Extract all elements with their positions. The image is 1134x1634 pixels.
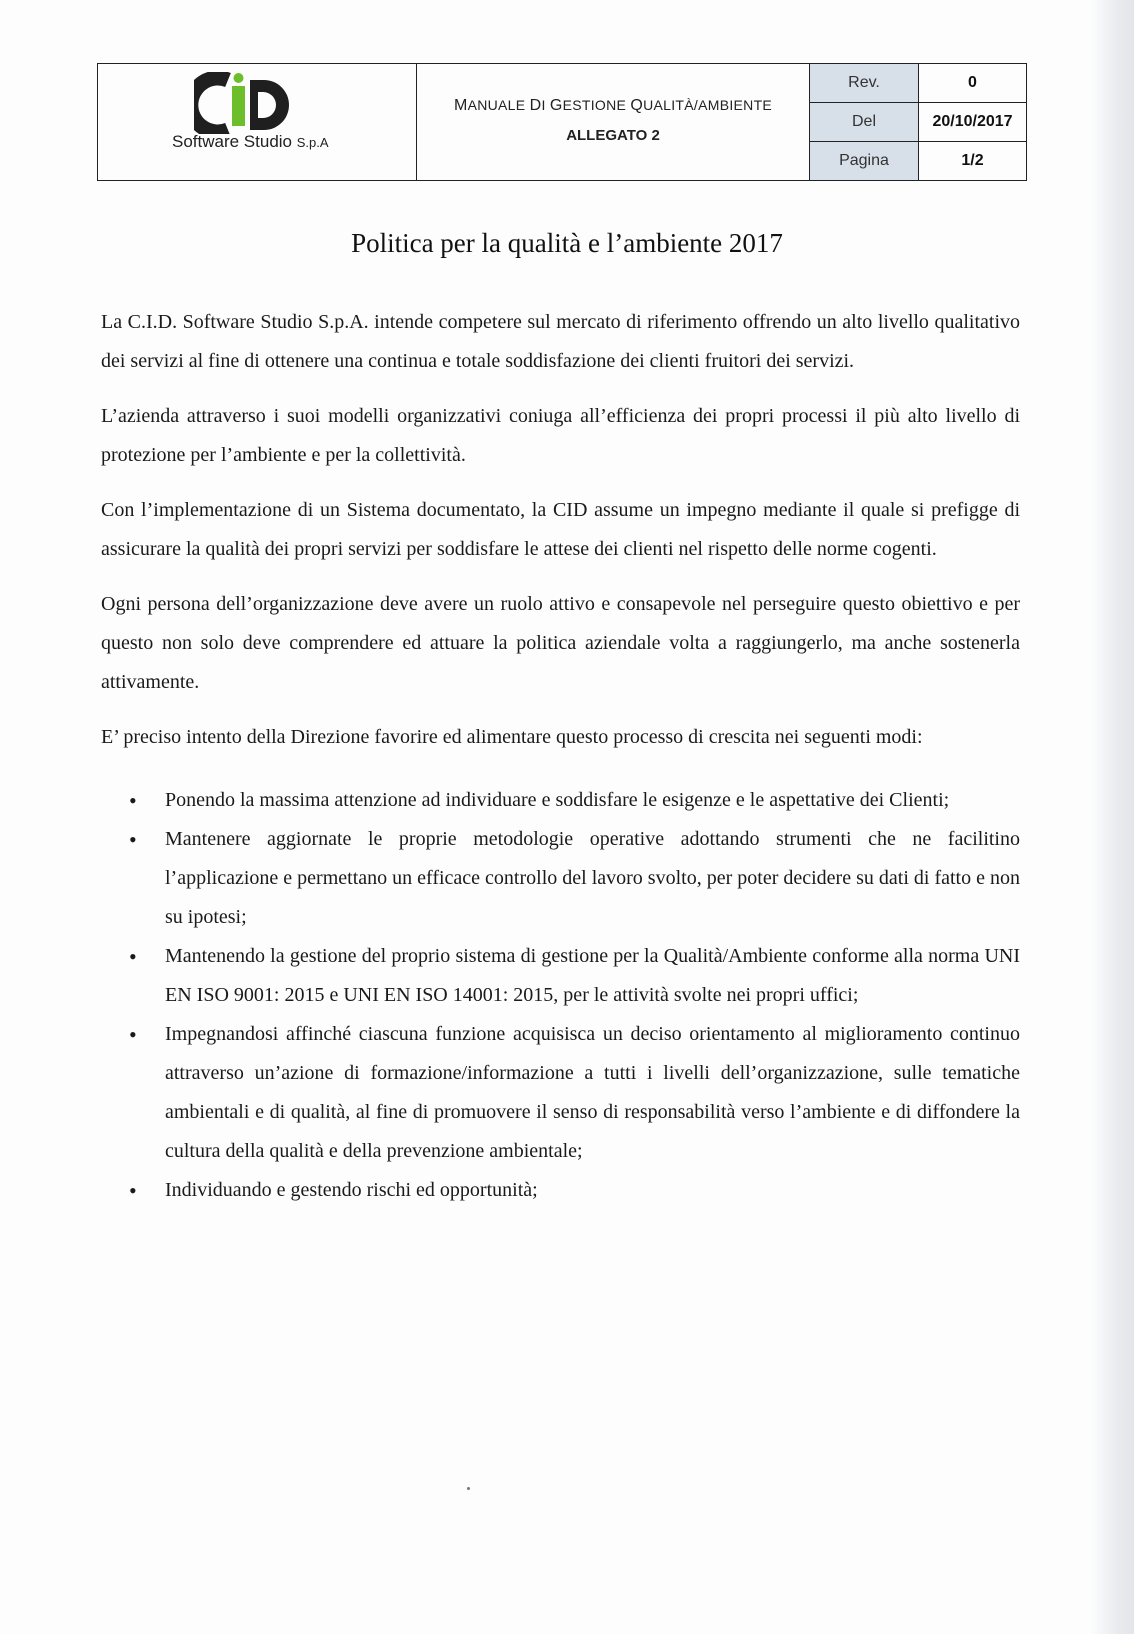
list-item: • Impegnandosi affinché ciascuna funzione acquisisca un deciso orientamento al miglioramento continuo attraverso un’azione di formazione/informazione a tutti i livelli dell’organizzazione, sulle tematiche ambientali e di qualità, al fine di promuovere il senso di responsabilità verso l’ambiente e di diffondere la cultura della qualità e della prevenzione ambientale; bbox=[165, 1015, 1020, 1171]
paragraph: E’ preciso intento della Direzione favorire ed alimentare questo processo di crescita nei seguenti modi: bbox=[101, 726, 923, 748]
scan-speck bbox=[467, 1487, 470, 1490]
page-row bbox=[810, 142, 1026, 180]
manual-title-part: M bbox=[453, 96, 468, 114]
paragraph: La C.I.D. Software Studio S.p.A. intende competere sul mercato di riferimento offrendo un alto livello qualitativo dei servizi al fine di ottenere una continua e totale soddisfazione dei clienti fruitori dei servizi. bbox=[101, 311, 1020, 372]
page-value: 1/2 bbox=[961, 152, 984, 169]
list-item: • Ponendo la massima attenzione ad individuare e soddisfare le esigenze e le aspettative dei Clienti; bbox=[165, 781, 1020, 820]
paragraph: Ogni persona dell’organizzazione deve avere un ruolo attivo e consapevole nel perseguire questo obiettivo e per questo non solo deve comprendere ed attuare la politica aziendale volta a raggiungerlo, ma anche sostenerla attivamente. bbox=[101, 593, 1020, 693]
list-item: • Mantenendo la gestione del proprio sistema di gestione per la Qualità/Ambiente conforme alla norma UNI EN ISO 9001: 2015 e UNI EN ISO 14001: 2015, per le attività svolte nei propri uffici; bbox=[165, 937, 1020, 1015]
document-title: Politica per la qualità e l’ambiente 2017 bbox=[351, 228, 783, 258]
bullet-list bbox=[101, 781, 1020, 1210]
document-header-table bbox=[97, 63, 1027, 181]
rev-value: 0 bbox=[968, 74, 977, 91]
logo-caption bbox=[172, 132, 329, 152]
logo-caption-main: Software Studio bbox=[172, 132, 293, 151]
revision-row bbox=[810, 64, 1026, 103]
date-value: 20/10/2017 bbox=[932, 113, 1013, 130]
document-body bbox=[101, 303, 1020, 1210]
logo-caption-suffix: S.p.A bbox=[296, 135, 329, 150]
manual-title-part: G bbox=[549, 96, 563, 114]
manual-title-part: ANUALE bbox=[467, 96, 530, 113]
logo-cell bbox=[98, 64, 417, 180]
date-row bbox=[810, 103, 1026, 142]
list-item: • Individuando e gestendo rischi ed opportunità; bbox=[165, 1171, 1020, 1210]
manual-title-part: D bbox=[529, 96, 542, 114]
manual-title-cell bbox=[417, 64, 810, 180]
date-label: Del bbox=[810, 103, 919, 141]
list-item: • Mantenere aggiornate le proprie metodologie operative adottando strumenti che ne facilitino l’applicazione e permettano un efficace controllo del lavoro svolto, per poter decidere su dati di fatto e non su ipotesi; bbox=[165, 820, 1020, 937]
manual-title-part: ESTIONE bbox=[562, 96, 631, 113]
rev-label: Rev. bbox=[810, 64, 919, 102]
revision-table bbox=[810, 64, 1026, 180]
paragraph: L’azienda attraverso i suoi modelli organizzativi coniuga all’efficienza dei propri processi il più alto livello di protezione per l’ambiente e per la collettività. bbox=[101, 405, 1020, 466]
page-label: Pagina bbox=[810, 142, 919, 180]
paragraph: Con l’implementazione di un Sistema documentato, la CID assume un impegno mediante il quale si prefigge di assicurare la qualità dei propri servizi per soddisfare le attese dei clienti nel rispetto delle norme cogenti. bbox=[101, 499, 1020, 560]
manual-title-part: I bbox=[541, 96, 550, 113]
manual-title-part: Q bbox=[630, 96, 644, 114]
manual-title-part: UALITÀ/AMBIENTE bbox=[643, 96, 773, 113]
manual-title bbox=[454, 97, 772, 115]
cid-logo bbox=[194, 72, 294, 134]
allegato-label: ALLEGATO 2 bbox=[566, 126, 660, 144]
